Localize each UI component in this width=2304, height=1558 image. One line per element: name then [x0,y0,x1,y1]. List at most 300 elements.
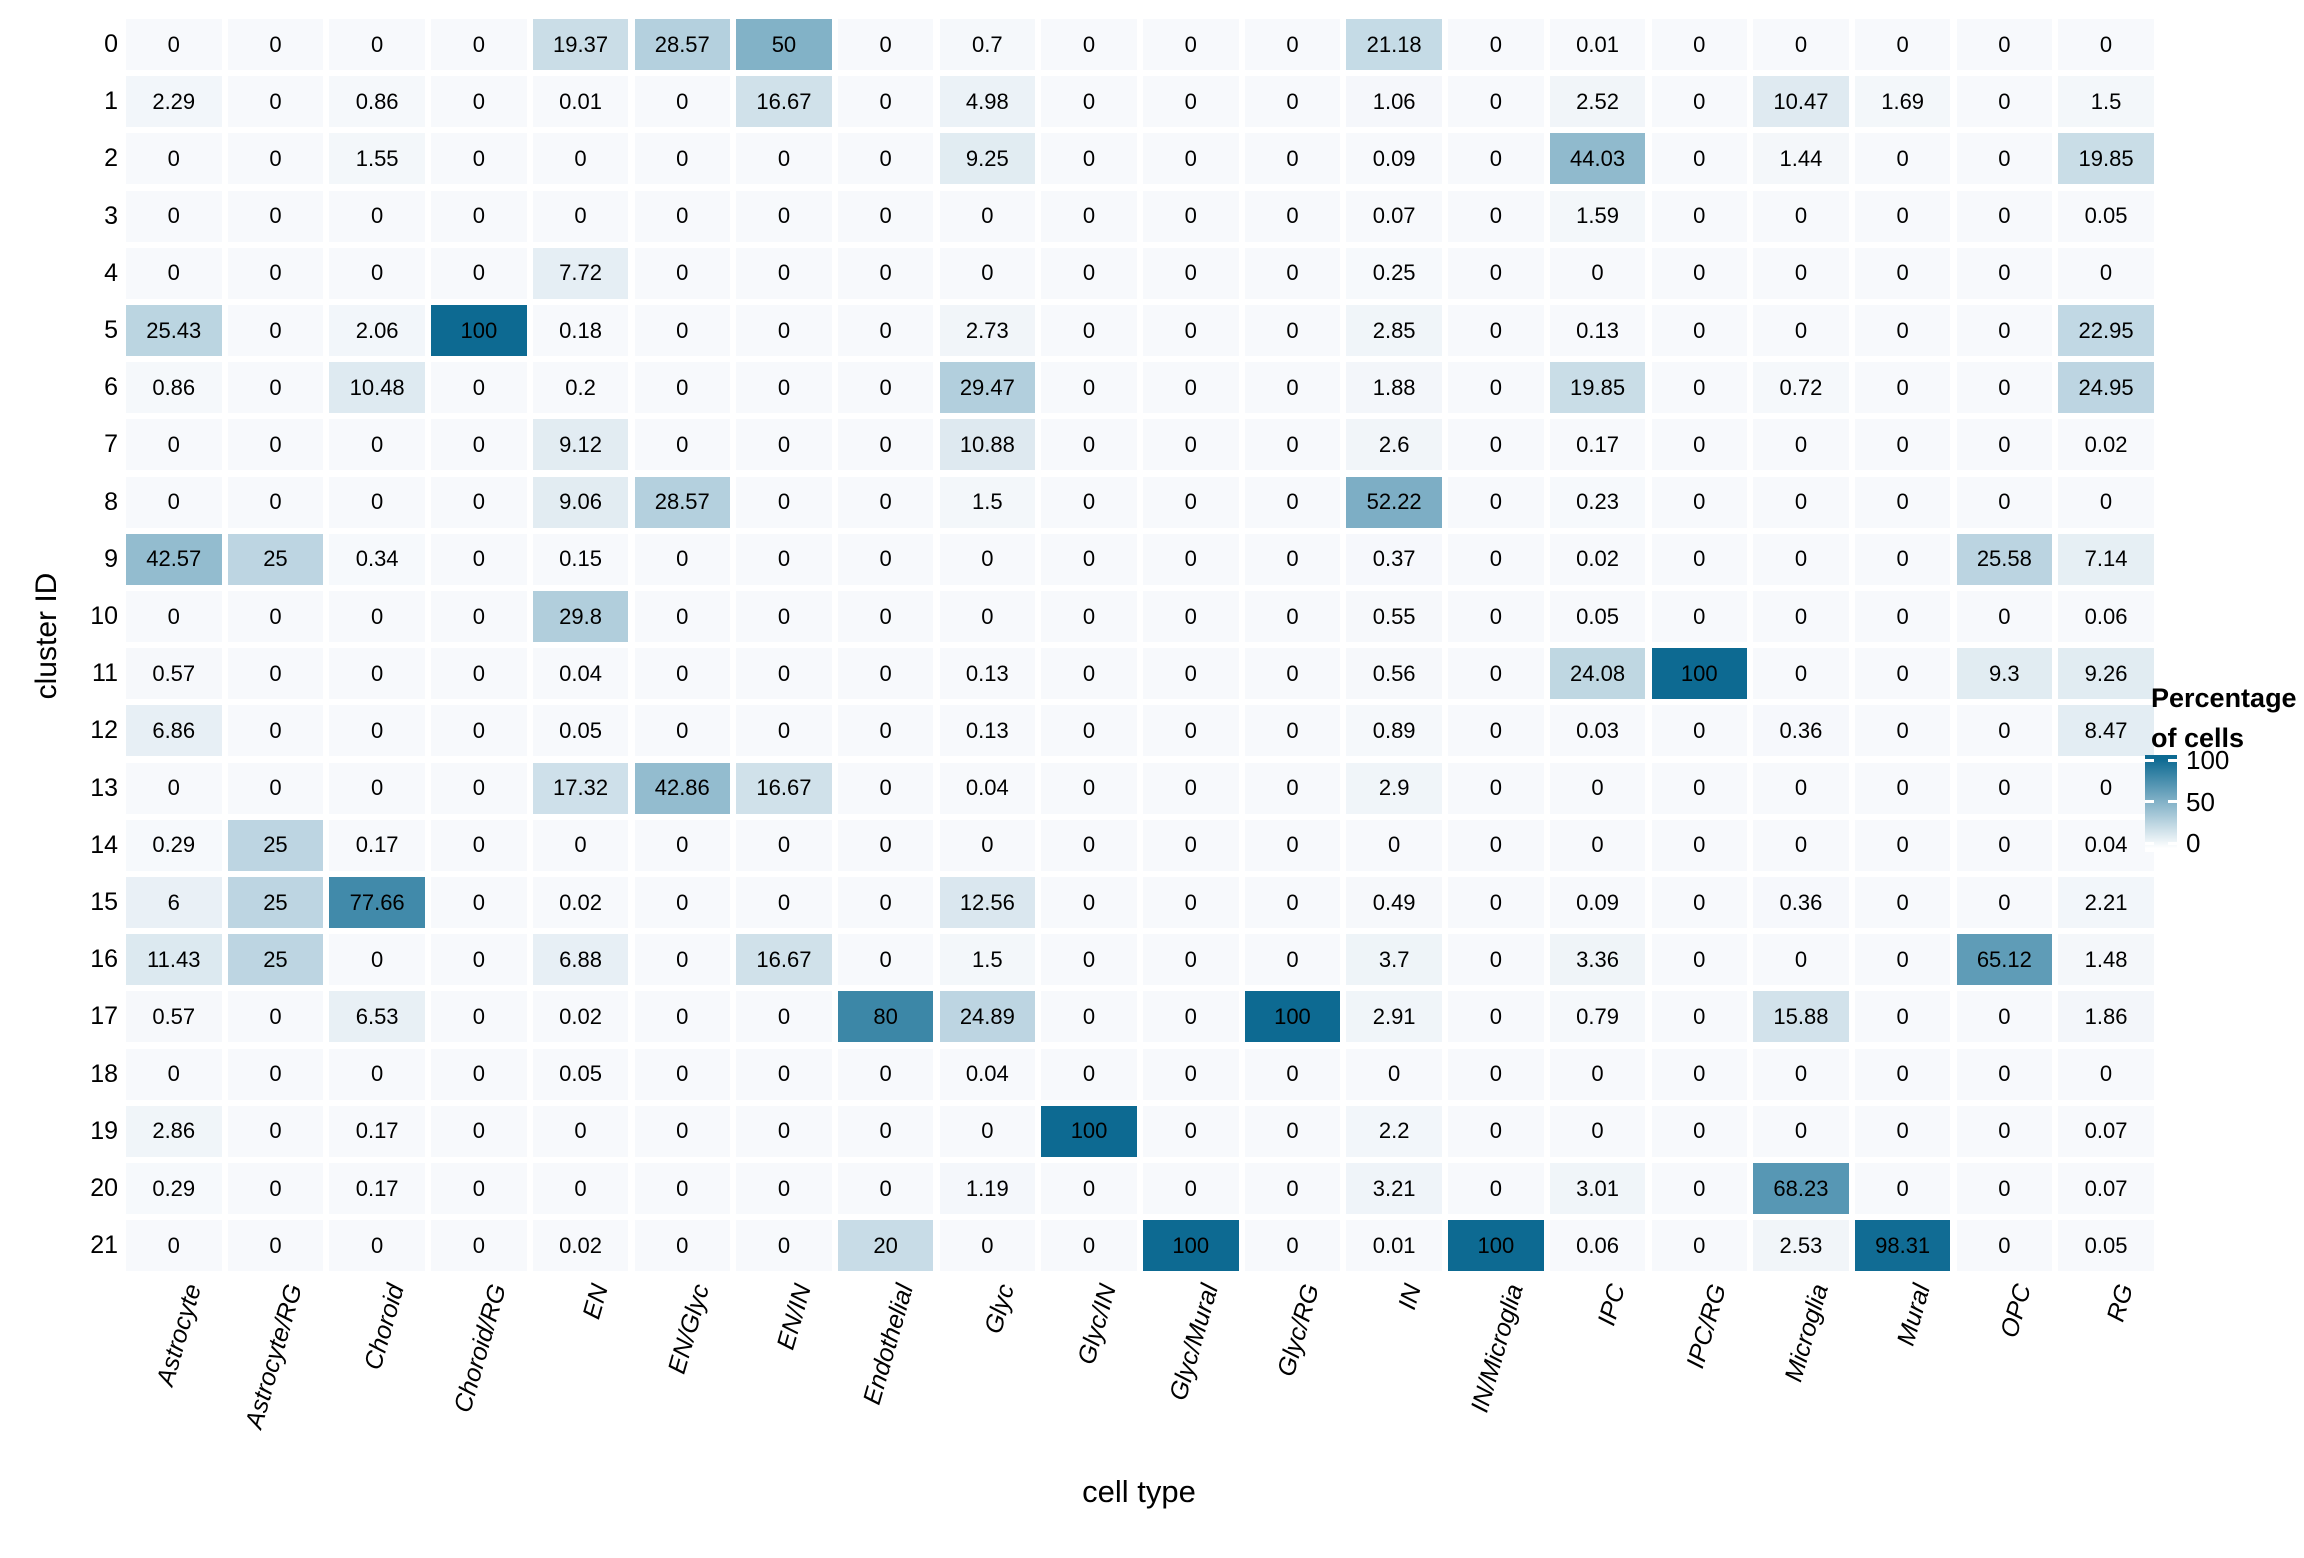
heatmap-cell: 0 [1753,248,1849,299]
heatmap-cell: 0 [431,1220,527,1271]
heatmap-cell: 0.17 [329,1163,425,1214]
y-tick-label-cluster-4: 4 [104,258,118,287]
heatmap-cell: 80 [838,991,934,1042]
heatmap-cell: 3.7 [1346,934,1442,985]
heatmap-cell: 0 [2058,19,2154,70]
heatmap-cell: 21.18 [1346,19,1442,70]
heatmap-cell: 100 [1245,991,1341,1042]
heatmap-cell: 3.21 [1346,1163,1442,1214]
x-tick-label-glyc-mural: Glyc/Mural [1163,1281,1224,1404]
heatmap-cell: 0 [1143,648,1239,699]
heatmap-cell: 0 [431,820,527,871]
heatmap-cell: 0 [1448,1106,1544,1157]
legend-tick-label-50: 50 [2186,786,2215,817]
y-tick-label-cluster-16: 16 [90,945,118,974]
heatmap-cell: 0 [1245,534,1341,585]
heatmap-cell: 28.57 [635,477,731,528]
heatmap-cell: 0 [2058,248,2154,299]
heatmap-cell: 0 [1957,763,2053,814]
heatmap-cell: 0 [1957,419,2053,470]
heatmap-cell: 2.86 [126,1106,222,1157]
legend-colorbar [2145,755,2177,852]
heatmap-cell: 25.58 [1957,534,2053,585]
heatmap-cell: 0 [736,191,832,242]
x-tick-label-glyc: Glyc [979,1281,1021,1337]
heatmap-cell: 8.47 [2058,705,2154,756]
heatmap-cell: 0 [940,534,1036,585]
heatmap-cell: 0 [1143,1106,1239,1157]
heatmap-cell: 0.09 [1346,133,1442,184]
heatmap-cell: 0 [1652,191,1748,242]
heatmap-cell: 6.88 [533,934,629,985]
heatmap-cell: 0 [533,191,629,242]
heatmap-cell: 15.88 [1753,991,1849,1042]
heatmap-cell: 0.25 [1346,248,1442,299]
heatmap-cell: 0 [1143,191,1239,242]
heatmap-cell: 0 [838,305,934,356]
heatmap-cell: 0 [1957,19,2053,70]
heatmap-cell: 0 [838,1049,934,1100]
y-tick-label-cluster-1: 1 [104,87,118,116]
heatmap-cell: 0 [1041,362,1137,413]
heatmap-cell: 0 [838,76,934,127]
heatmap-cell: 0 [1652,419,1748,470]
heatmap-cell: 9.25 [940,133,1036,184]
heatmap-cell: 0 [736,133,832,184]
heatmap-cell: 0 [431,934,527,985]
y-tick-label-cluster-14: 14 [90,830,118,859]
heatmap-cell: 0 [635,648,731,699]
heatmap-cell: 25 [228,820,324,871]
heatmap-cell: 0 [940,591,1036,642]
heatmap-cell: 0 [1652,19,1748,70]
heatmap-cell: 0 [1448,705,1544,756]
heatmap-cell: 0 [1550,1106,1646,1157]
heatmap-cell: 1.69 [1855,76,1951,127]
heatmap-cell: 0 [1652,1163,1748,1214]
y-tick-label-cluster-19: 19 [90,1116,118,1145]
heatmap-cell: 0 [126,191,222,242]
heatmap-cell: 0.18 [533,305,629,356]
heatmap-cell: 98.31 [1855,1220,1951,1271]
heatmap-cell: 0 [431,1163,527,1214]
heatmap-cell: 0 [329,591,425,642]
heatmap-cell: 0.13 [940,705,1036,756]
heatmap-cell: 0 [736,1106,832,1157]
heatmap-cell: 0 [431,648,527,699]
heatmap-cell: 0.72 [1753,362,1849,413]
heatmap-cell: 0 [431,877,527,928]
heatmap-cell: 0 [1041,19,1137,70]
heatmap-cell: 0 [329,705,425,756]
heatmap-cell: 0.07 [2058,1106,2154,1157]
heatmap-cell: 0 [1652,1049,1748,1100]
heatmap-cell: 25 [228,534,324,585]
heatmap-cell: 0 [1245,248,1341,299]
heatmap-cell: 19.85 [1550,362,1646,413]
heatmap-cell: 25 [228,934,324,985]
heatmap-cell: 0 [736,820,832,871]
heatmap-cell: 0.04 [940,763,1036,814]
y-tick-label-cluster-15: 15 [90,888,118,916]
heatmap-cell: 11.43 [126,934,222,985]
heatmap-cell: 0 [1041,248,1137,299]
heatmap-cell: 0.86 [329,76,425,127]
heatmap-cell: 0 [635,534,731,585]
heatmap-cell: 0.34 [329,534,425,585]
heatmap-cell: 16.67 [736,934,832,985]
heatmap-cell: 0 [838,191,934,242]
heatmap-cell: 0.01 [1346,1220,1442,1271]
heatmap-cell: 1.88 [1346,362,1442,413]
heatmap-cell: 0 [1041,305,1137,356]
heatmap-cell: 0 [1245,705,1341,756]
legend-tick-mark [2168,842,2177,845]
heatmap-cell: 0 [228,705,324,756]
y-tick-label-cluster-9: 9 [104,544,118,573]
heatmap-cell: 0 [1753,1106,1849,1157]
heatmap-cell: 0 [940,820,1036,871]
heatmap-cell: 0 [1448,419,1544,470]
heatmap-cell: 2.85 [1346,305,1442,356]
heatmap-cell: 0 [1957,991,2053,1042]
heatmap-cell: 0 [1753,305,1849,356]
heatmap-cell: 0 [635,705,731,756]
heatmap-cell: 2.21 [2058,877,2154,928]
heatmap-cell: 9.12 [533,419,629,470]
heatmap-cell: 0 [1143,1163,1239,1214]
x-tick-label-microglia: Microglia [1779,1281,1834,1386]
heatmap-cell: 0 [228,1220,324,1271]
heatmap-cell: 0 [1448,305,1544,356]
heatmap-cell: 0 [329,648,425,699]
heatmap-cell: 0 [736,877,832,928]
x-axis-title: cell type [1082,1474,1196,1509]
heatmap-cell: 0 [1855,591,1951,642]
heatmap-cell: 100 [1143,1220,1239,1271]
heatmap-cell: 0 [1855,934,1951,985]
x-tick-label-choroid: Choroid [359,1281,411,1374]
heatmap-cell: 0 [1143,820,1239,871]
heatmap-cell: 0 [1448,362,1544,413]
heatmap-cell: 0.49 [1346,877,1442,928]
heatmap-cell: 0 [940,191,1036,242]
heatmap-cell: 0.36 [1753,877,1849,928]
heatmap-cell: 24.95 [2058,362,2154,413]
legend-tick-mark [2145,842,2154,845]
heatmap-cell: 0 [1245,19,1341,70]
heatmap-cell: 0.89 [1346,705,1442,756]
heatmap-cell: 0 [1855,19,1951,70]
heatmap-cell: 0 [838,1163,934,1214]
heatmap-cell: 0 [1652,991,1748,1042]
y-tick-label-cluster-7: 7 [104,430,118,459]
heatmap-cell: 0 [1041,877,1137,928]
heatmap-cell: 0 [1245,648,1341,699]
heatmap-cell: 0 [1753,477,1849,528]
heatmap-cell: 0 [1855,1106,1951,1157]
heatmap-cell: 0 [736,362,832,413]
heatmap-cell: 0.55 [1346,591,1442,642]
heatmap-cell: 0 [1550,763,1646,814]
heatmap-cell: 0 [1550,1049,1646,1100]
heatmap-cell: 0.06 [1550,1220,1646,1271]
heatmap-cell: 0 [1652,534,1748,585]
heatmap-cell: 2.29 [126,76,222,127]
y-tick-label-cluster-3: 3 [104,201,118,230]
heatmap-cell: 0 [1855,1049,1951,1100]
heatmap-cell: 0 [1448,477,1544,528]
heatmap-cell: 0 [838,591,934,642]
heatmap-cell: 0 [1143,477,1239,528]
x-tick-label-glyc-rg: Glyc/RG [1272,1281,1326,1380]
heatmap-cell: 0 [1041,133,1137,184]
heatmap-cell: 0 [736,705,832,756]
heatmap-cell: 0 [228,1049,324,1100]
heatmap-cell: 29.47 [940,362,1036,413]
heatmap-cell: 0.07 [1346,191,1442,242]
heatmap-cell: 0 [431,419,527,470]
heatmap-cell: 0.04 [533,648,629,699]
heatmap-cell: 0.01 [533,76,629,127]
heatmap-cell: 9.06 [533,477,629,528]
heatmap-cell: 0 [329,191,425,242]
heatmap-cell: 0 [431,1049,527,1100]
heatmap-cell: 1.5 [2058,76,2154,127]
heatmap-cell: 0 [1957,76,2053,127]
heatmap-cell: 0 [736,1049,832,1100]
heatmap-cell: 0 [635,248,731,299]
heatmap-cell: 6.53 [329,991,425,1042]
heatmap-cell: 0 [1245,305,1341,356]
heatmap-cell: 0.17 [329,1106,425,1157]
heatmap-cell: 0 [1041,1049,1137,1100]
heatmap-cell: 2.73 [940,305,1036,356]
heatmap-cell: 7.14 [2058,534,2154,585]
heatmap-cell: 0 [126,133,222,184]
heatmap-cell: 0 [1143,705,1239,756]
heatmap-cell: 0 [1957,1220,2053,1271]
heatmap-cell: 0 [228,362,324,413]
heatmap-cell: 0.17 [329,820,425,871]
heatmap-cell: 0 [838,648,934,699]
heatmap-cell: 0 [1143,419,1239,470]
heatmap-cell: 0 [838,877,934,928]
heatmap-cell: 0 [1143,19,1239,70]
heatmap-cell: 0 [126,591,222,642]
y-tick-label-cluster-6: 6 [104,373,118,402]
heatmap-cell: 0 [1957,477,2053,528]
heatmap-cell: 0 [228,191,324,242]
heatmap-cell: 42.86 [635,763,731,814]
y-tick-label-cluster-13: 13 [90,773,118,802]
heatmap-cell: 0 [1041,648,1137,699]
heatmap-cell: 0 [1855,648,1951,699]
legend-title-line2: of cells [2151,723,2245,753]
heatmap-cell: 0 [1245,133,1341,184]
heatmap-cell: 0 [1143,591,1239,642]
heatmap-cell: 6.86 [126,705,222,756]
heatmap-cell: 0 [1041,991,1137,1042]
heatmap-cell: 100 [1041,1106,1137,1157]
heatmap-cell: 0.05 [2058,191,2154,242]
heatmap-cell: 1.86 [2058,991,2154,1042]
heatmap-cell: 0 [1041,820,1137,871]
heatmap-cell: 0 [329,419,425,470]
x-tick-label-astrocyte: Astrocyte [151,1281,207,1390]
heatmap-cell: 0 [1143,1049,1239,1100]
heatmap-cell: 0 [635,877,731,928]
heatmap-cell: 0 [1652,76,1748,127]
heatmap-cell: 0 [635,133,731,184]
heatmap-cell: 0 [838,248,934,299]
y-tick-label-cluster-18: 18 [90,1059,118,1088]
heatmap-cell: 2.52 [1550,76,1646,127]
heatmap-cell: 0 [431,763,527,814]
heatmap-cell: 0.02 [533,1220,629,1271]
heatmap-cell: 0 [1753,934,1849,985]
heatmap-cell: 0 [1753,19,1849,70]
heatmap-cell: 0 [431,76,527,127]
heatmap-cell: 1.55 [329,133,425,184]
heatmap-cell: 100 [1448,1220,1544,1271]
heatmap-cell: 0 [228,991,324,1042]
heatmap-cell: 0 [635,820,731,871]
heatmap-cell: 24.08 [1550,648,1646,699]
heatmap-cell: 0 [1041,591,1137,642]
heatmap-cell: 0 [1652,877,1748,928]
heatmap-cell: 0 [1652,591,1748,642]
heatmap-cell: 0 [838,362,934,413]
heatmap-cell: 0 [431,19,527,70]
heatmap-cell: 0 [1855,133,1951,184]
heatmap-cell: 1.44 [1753,133,1849,184]
heatmap-cell: 0 [1448,76,1544,127]
heatmap-cell: 0 [431,477,527,528]
y-tick-label-cluster-17: 17 [90,1002,118,1031]
heatmap-cell: 0 [126,19,222,70]
heatmap-cell: 0.23 [1550,477,1646,528]
heatmap-cell: 9.3 [1957,648,2053,699]
legend-tick-mark [2145,800,2154,803]
heatmap-cell: 0 [736,1163,832,1214]
heatmap-cell: 0 [1652,705,1748,756]
heatmap-cell: 0.02 [1550,534,1646,585]
heatmap-cell: 0 [1143,934,1239,985]
heatmap-cell: 0.29 [126,1163,222,1214]
x-tick-label-endothelial: Endothelial [857,1281,919,1408]
heatmap-cell: 0 [1448,820,1544,871]
heatmap-cell: 0.02 [2058,419,2154,470]
heatmap-cell: 0 [1855,419,1951,470]
heatmap-cell: 0 [1753,1049,1849,1100]
heatmap-cell: 0 [736,305,832,356]
heatmap-cell: 0.2 [533,362,629,413]
heatmap-cell: 52.22 [1346,477,1442,528]
heatmap-cell: 0 [1346,820,1442,871]
legend-tick-label-100: 100 [2186,745,2230,775]
heatmap-cell: 0 [431,362,527,413]
heatmap-cell: 0 [228,76,324,127]
heatmap-cell: 0.13 [1550,305,1646,356]
heatmap-cell: 42.57 [126,534,222,585]
heatmap-cell: 0 [1855,763,1951,814]
y-tick-label-cluster-20: 20 [90,1174,118,1202]
heatmap-cell: 0 [431,133,527,184]
heatmap-cell: 0 [329,248,425,299]
heatmap-cell: 50 [736,19,832,70]
heatmap-cell: 0 [1346,1049,1442,1100]
heatmap-cell: 0 [635,991,731,1042]
heatmap-cell: 3.36 [1550,934,1646,985]
heatmap-cell: 10.47 [1753,76,1849,127]
heatmap-cell: 0 [1245,1106,1341,1157]
heatmap-cell: 0 [431,534,527,585]
legend-title-line1: Percentage [2151,683,2297,713]
heatmap-cell: 0.56 [1346,648,1442,699]
heatmap-cell: 0 [1245,362,1341,413]
heatmap-cell: 0 [1041,191,1137,242]
heatmap-cell: 0 [228,133,324,184]
heatmap-cell: 0.09 [1550,877,1646,928]
heatmap-cell: 1.06 [1346,76,1442,127]
heatmap-cell: 0 [1855,991,1951,1042]
heatmap-cell: 0 [1143,305,1239,356]
y-tick-label-cluster-2: 2 [104,144,118,173]
heatmap-cell: 19.85 [2058,133,2154,184]
heatmap-cell: 25.43 [126,305,222,356]
heatmap-cell: 0 [1957,191,2053,242]
heatmap-cell: 0 [1753,534,1849,585]
heatmap-cell: 0 [736,419,832,470]
heatmap-cell: 0 [1855,1163,1951,1214]
heatmap-cell: 0 [126,419,222,470]
heatmap-cell: 0 [1041,763,1137,814]
heatmap-cell: 0.57 [126,648,222,699]
heatmap-cell: 0 [1143,76,1239,127]
heatmap-cell: 0 [1245,477,1341,528]
y-tick-label-cluster-12: 12 [90,716,118,745]
heatmap-cell: 0 [1753,820,1849,871]
heatmap-cell: 0.79 [1550,991,1646,1042]
y-tick-label-cluster-11: 11 [92,659,118,688]
heatmap-cell: 0 [126,248,222,299]
heatmap-cell: 0 [736,591,832,642]
heatmap-cell: 0 [228,1163,324,1214]
heatmap-cell: 0 [1652,763,1748,814]
heatmap-cell: 0 [1448,648,1544,699]
heatmap-cell: 0 [228,1106,324,1157]
heatmap-cell: 0 [736,248,832,299]
heatmap-cell: 2.53 [1753,1220,1849,1271]
heatmap-cell: 3.01 [1550,1163,1646,1214]
heatmap-cell: 0.02 [533,991,629,1042]
heatmap-cell: 0 [635,76,731,127]
heatmap-cell: 0 [1855,705,1951,756]
y-tick-label-cluster-5: 5 [104,316,118,344]
x-tick-label-ipc-rg: IPC/RG [1681,1281,1733,1372]
heatmap-cell: 0 [1652,362,1748,413]
heatmap-cell: 1.59 [1550,191,1646,242]
y-tick-label-cluster-8: 8 [104,487,118,516]
heatmap-cell: 0 [228,648,324,699]
x-tick-label-en-glyc: EN/Glyc [662,1281,716,1378]
heatmap-cell: 1.19 [940,1163,1036,1214]
heatmap-cell: 0 [1957,1049,2053,1100]
heatmap-cell: 0 [1855,477,1951,528]
heatmap-cell: 0 [1245,591,1341,642]
heatmap-cell: 0.04 [2058,820,2154,871]
